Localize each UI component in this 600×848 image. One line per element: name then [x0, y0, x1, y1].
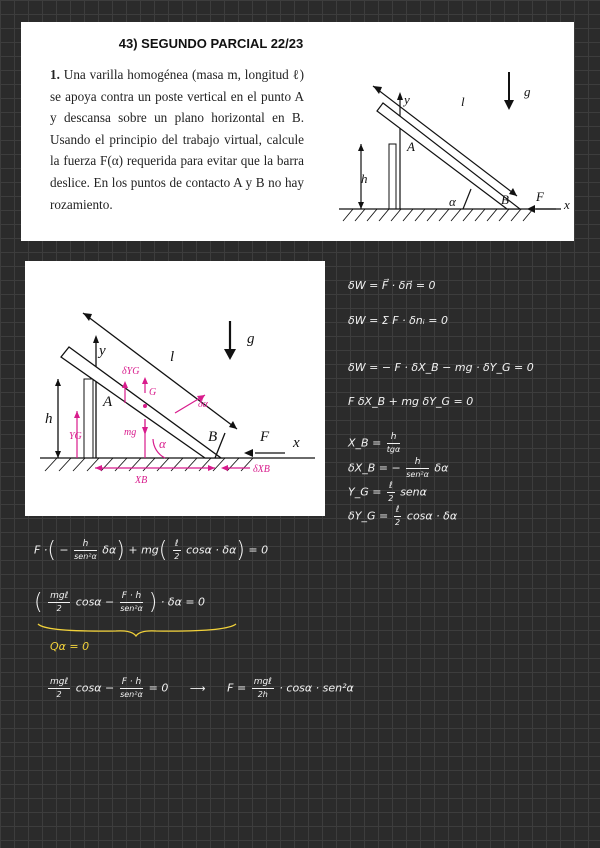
eq-delta-xb-num: h: [406, 458, 429, 469]
label-yg: YG: [69, 431, 82, 442]
eq-res-a: F =: [227, 681, 247, 695]
label-B: B: [208, 429, 218, 445]
eq-sub-den2: 2: [174, 552, 180, 561]
diagram-card: [25, 261, 325, 516]
label-A: A: [407, 139, 415, 154]
page-title: 43) SEGUNDO PARCIAL 22/23: [118, 36, 304, 51]
eq-delta-yg-rhs: cosα · δα: [406, 509, 458, 523]
generalized-force: Qα = 0: [50, 640, 90, 653]
label-y: y: [404, 92, 410, 107]
label-alpha: α: [159, 436, 166, 451]
problem-card: [21, 22, 574, 241]
label-g-point: G: [149, 387, 157, 398]
label-g: g: [247, 331, 255, 347]
label-h: h: [361, 171, 368, 186]
label-x: x: [293, 435, 300, 451]
eq-fin-num1: mgℓ: [50, 677, 69, 687]
problem-text: Una varilla homogénea (masa m, longitud ℓ) se apoya contra un poste vertical en el punto A y descansa sobre un plano horizontal en B. Usando el principio del trabajo virtual, calcule la fuerza F(α) requerida para evitar que la barra deslice. En los puntos de contacto A y B no hay rozamiento.: [50, 67, 304, 212]
label-delta-yg: δYG: [122, 366, 140, 377]
eq-sub-num2: ℓ: [174, 539, 179, 549]
eq-fin-den2: sen²α: [120, 690, 143, 699]
eq-sub-a: F ·: [34, 543, 48, 557]
eq-delta-xb-den: sen²α: [406, 470, 429, 479]
label-l: l: [461, 94, 465, 109]
eq-yg-den: 2: [388, 494, 394, 503]
eq-sub-e: cosα · δα: [186, 543, 237, 557]
label-A: A: [103, 394, 113, 410]
label-delta-xb: δXB: [253, 464, 270, 475]
label-mg: mg: [124, 427, 137, 438]
label-B: B: [501, 192, 509, 207]
eq-yg-rhs: senα: [400, 485, 427, 499]
label-xb: XB: [135, 475, 148, 486]
eq-substitution: F ·( − $\frac{h}{\text{sen²α}}$ δα) + mg( $\frac{\text{ℓ}}{2}$ cosα · δα) = 0: [34, 538, 269, 563]
eq-yg-lhs: Y_G =: [348, 485, 382, 499]
eq-grp-den1: 2: [56, 604, 62, 613]
label-delta-alpha: δα: [198, 399, 208, 410]
eq-sub-num1: h: [74, 540, 97, 551]
eq-virtual-work-simplified: F δX_B + mg δY_G = 0: [348, 395, 474, 408]
eq-fin-a: cosα −: [75, 681, 115, 695]
eq-sub-b: −: [59, 543, 69, 557]
generalized-force-underline: [36, 622, 256, 638]
eq-fin-num2: F · h: [121, 677, 142, 687]
eq-xb-den: tgα: [386, 445, 401, 454]
problem-number: 1.: [50, 67, 60, 82]
label-g: g: [524, 84, 531, 99]
eq-fin-b: = 0: [148, 681, 169, 695]
eq-yg: [348, 482, 427, 503]
annotated-figure: [25, 261, 325, 516]
eq-delta-xb-rhs: δα: [434, 461, 449, 475]
eq-delta-yg-lhs: δY_G =: [348, 509, 389, 523]
eq-res-num: mgℓ: [253, 677, 272, 687]
eq-grp-a: cosα −: [75, 595, 115, 609]
eq-virtual-work: δW = F⃗ · δn⃗ = 0: [348, 279, 436, 292]
eq-grp-den2: sen²α: [120, 604, 143, 613]
eq-delta-xb-lhs: δX_B = −: [348, 461, 401, 475]
eq-grp-num1: mgℓ: [50, 591, 69, 601]
eq-grouped: ( $\frac{\text{mgℓ}}{2}$ cosα − $\frac{F \cdot h}{\text{sen²α}}$ ) · δα = 0: [34, 590, 206, 615]
implies-arrow: ⟶: [189, 681, 206, 695]
eq-sub-d: + mg: [128, 543, 159, 557]
eq-fin-den1: 2: [56, 690, 62, 699]
problem-statement: [50, 64, 304, 215]
eq-xb: [348, 433, 402, 454]
eq-final: [46, 678, 354, 699]
eq-delta-yg-num: ℓ: [395, 505, 400, 515]
label-F: F: [260, 429, 270, 445]
label-l: l: [170, 349, 175, 365]
eq-sub-den1: sen²α: [74, 552, 97, 561]
eq-virtual-work-sum: δW = Σ F · δnᵢ = 0: [348, 314, 448, 327]
eq-xb-num: h: [387, 433, 401, 444]
eq-xb-lhs: X_B =: [348, 436, 382, 450]
eq-res-b: · cosα · sen²α: [279, 681, 354, 695]
problem-figure: [321, 26, 581, 241]
label-y: y: [99, 343, 106, 359]
eq-sub-f: = 0: [248, 543, 269, 557]
eq-sub-c: δα: [102, 543, 117, 557]
eq-grp-b: · δα = 0: [160, 595, 206, 609]
label-x: x: [564, 197, 570, 212]
eq-delta-xb: [348, 458, 448, 479]
label-F: F: [536, 189, 544, 204]
eq-virtual-work-expanded: δW = − F · δX_B − mg · δY_G = 0: [348, 361, 534, 374]
eq-delta-yg: [348, 506, 457, 527]
label-alpha: α: [449, 194, 456, 209]
eq-res-den: 2h: [257, 690, 268, 699]
eq-yg-num: ℓ: [388, 481, 393, 491]
label-h: h: [45, 411, 53, 427]
eq-delta-yg-den: 2: [395, 518, 401, 527]
eq-grp-num2: F · h: [121, 591, 142, 601]
